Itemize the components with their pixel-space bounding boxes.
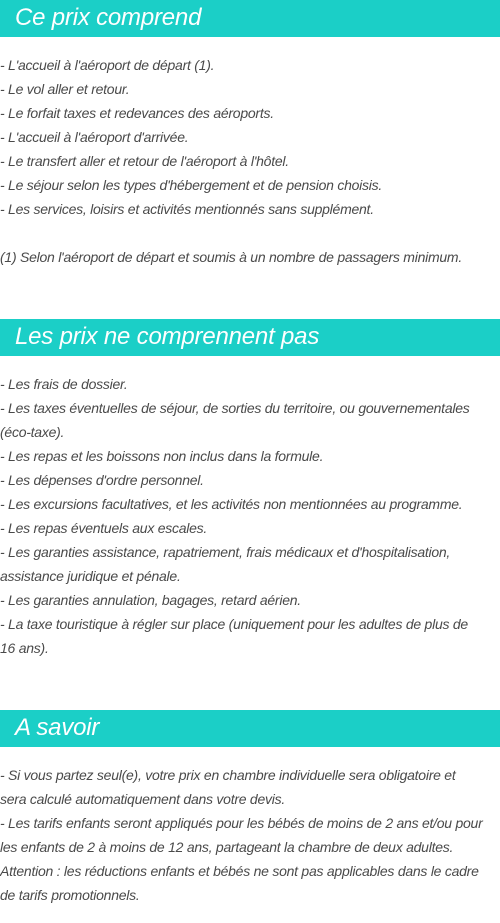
list-item: - Le vol aller et retour. (0, 81, 130, 97)
list-item: - La taxe touristique à régler sur place (uniquement pour les adultes de plus de (0, 616, 468, 632)
list-item: sera calculé automatiquement dans votre devis. (0, 791, 285, 807)
section-title: Ce prix comprend (15, 4, 202, 31)
list-item: - Les repas et les boissons non inclus dans la formule. (0, 448, 324, 464)
footnote: (1) Selon l'aéroport de départ et soumis à un nombre de passagers minimum. (0, 249, 462, 265)
list-item: - Les garanties annulation, bagages, retard aérien. (0, 592, 301, 608)
list-item: - L'accueil à l'aéroport de départ (1). (0, 57, 215, 73)
list-item: - Si vous partez seul(e), votre prix en chambre individuelle sera obligatoire et (0, 767, 456, 783)
section-header-price-includes (0, 0, 500, 37)
list-item: 16 ans). (0, 640, 49, 656)
list-item: (éco-taxe). (0, 424, 65, 440)
price-excludes-list (0, 372, 500, 660)
list-item: - Les frais de dossier. (0, 376, 128, 392)
good-to-know-list (0, 763, 500, 907)
list-item: de tarifs promotionnels. (0, 887, 140, 903)
section-header-good-to-know (0, 710, 500, 747)
spacer (0, 221, 500, 245)
list-item: assistance juridique et pénale. (0, 568, 181, 584)
section-title: Les prix ne comprennent pas (15, 323, 320, 350)
list-item: Attention : les réductions enfants et bébés ne sont pas applicables dans le cadre (0, 863, 479, 879)
section-title: A savoir (15, 714, 100, 741)
list-item: - Les tarifs enfants seront appliqués pour les bébés de moins de 2 ans et/ou pour (0, 815, 483, 831)
list-item: les enfants de 2 à moins de 12 ans, partageant la chambre de deux adultes. (0, 839, 454, 855)
list-item: - Les services, loisirs et activités mentionnés sans supplément. (0, 201, 374, 217)
list-item: - Les repas éventuels aux escales. (0, 520, 208, 536)
list-item: - Le transfert aller et retour de l'aéroport à l'hôtel. (0, 153, 289, 169)
list-item: - L'accueil à l'aéroport d'arrivée. (0, 129, 189, 145)
list-item: - Les taxes éventuelles de séjour, de sorties du territoire, ou gouvernementales (0, 400, 470, 416)
list-item: - Les excursions facultatives, et les activités non mentionnées au programme. (0, 496, 463, 512)
list-item: - Le forfait taxes et redevances des aéroports. (0, 105, 274, 121)
price-includes-list (0, 53, 500, 269)
list-item: - Le séjour selon les types d'hébergement et de pension choisis. (0, 177, 383, 193)
list-item: - Les garanties assistance, rapatriement, frais médicaux et d'hospitalisation, (0, 544, 451, 560)
section-header-price-excludes (0, 319, 500, 356)
list-item: - Les dépenses d'ordre personnel. (0, 472, 204, 488)
